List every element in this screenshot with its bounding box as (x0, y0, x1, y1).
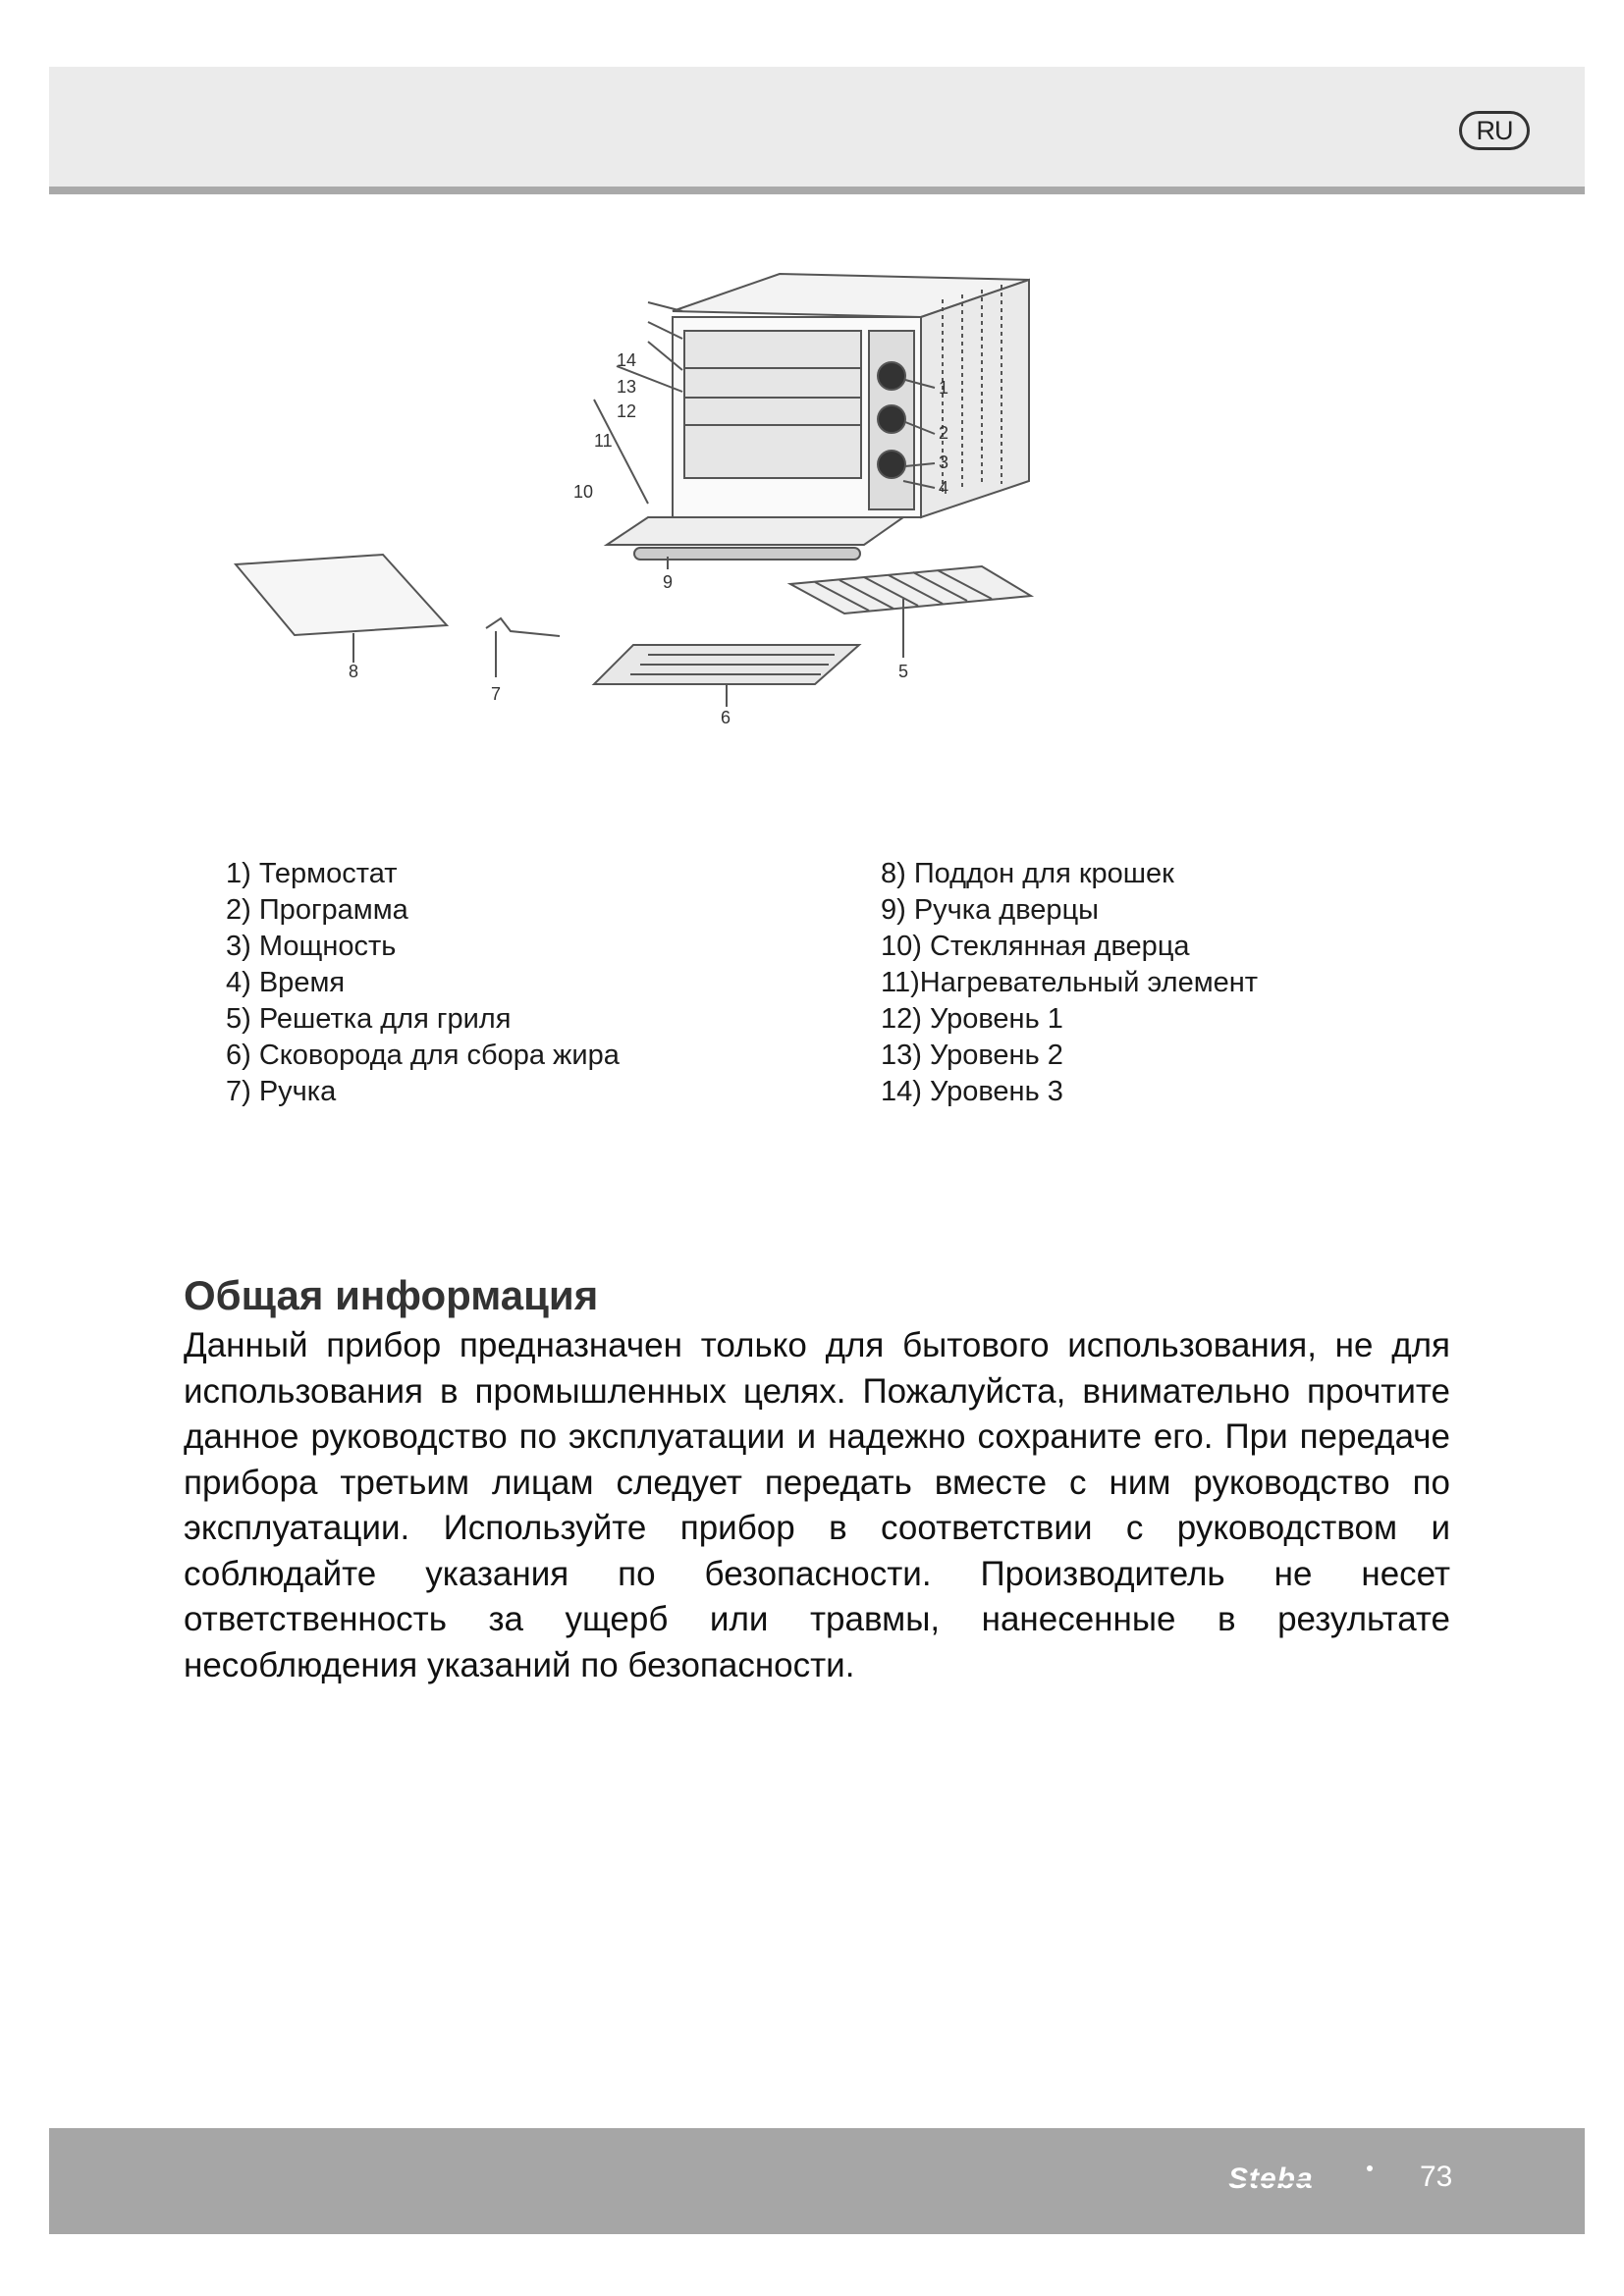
legend-item: 12) Уровень 1 (881, 1003, 1063, 1035)
legend-item: 9) Ручка дверцы (881, 894, 1100, 926)
legend-item: 4) Время (226, 967, 346, 998)
header-band (49, 67, 1585, 187)
language-badge: RU (1459, 111, 1530, 150)
callout-8: 8 (349, 662, 359, 681)
parts-legend-right (881, 856, 1258, 1110)
legend-item: 13) Уровень 2 (881, 1040, 1063, 1071)
callout-11: 11 (594, 431, 613, 451)
page-number: 73 (1420, 2161, 1453, 2193)
glass-door (607, 517, 903, 545)
callout-7: 7 (491, 684, 502, 704)
callout-4: 4 (939, 478, 949, 498)
legend-item: 7) Ручка (226, 1076, 337, 1107)
legend-item: 2) Программа (226, 894, 408, 926)
legend-item: 1) Термостат (226, 858, 398, 889)
oven-cavity (684, 331, 861, 478)
callout-14: 14 (617, 350, 637, 370)
brand-logo (1224, 2159, 1381, 2202)
callout-6: 6 (721, 708, 731, 727)
parts-legend-left (226, 856, 620, 1110)
legend-item: 11)Нагревательный элемент (881, 967, 1259, 998)
callout-9: 9 (663, 572, 674, 592)
timer-knob (878, 451, 905, 478)
legend-item: 14) Уровень 3 (881, 1076, 1063, 1107)
crumb-tray (236, 555, 447, 635)
legend-item: 6) Сковорода для сбора жира (226, 1040, 620, 1071)
section-title: Общая информация (184, 1272, 599, 1318)
callout-2: 2 (939, 423, 949, 443)
section-body: Данный прибор предназначен только для бытового использования, не для использования в промышленных целях. Пожалуйста, внимательно прочтите данное руководство по эксплуатации и надежно сохраните его. При передаче прибора третьим лицам следует передать вместе с ним руководство по эксплуатации. Используйте прибор в соответствии с руководством и соблюдайте указания по безопасности. Производитель не несет ответственность за ущерб или травмы, нанесенные в результате несоблюдения указаний по безопасности. (184, 1326, 1450, 1684)
legend-item: 8) Поддон для крошек (881, 858, 1174, 889)
legend-item: 10) Стеклянная дверца (881, 931, 1190, 962)
thermostat-knob (878, 362, 905, 390)
callout-5: 5 (898, 662, 909, 681)
legend-item: 3) Мощность (226, 931, 397, 962)
oven-parts-diagram (349, 260, 1296, 727)
callout-1: 1 (939, 378, 949, 398)
oven-right-side (921, 280, 1029, 517)
brand-logo-text: Steba (1228, 2163, 1314, 2195)
callout-3: 3 (939, 453, 949, 472)
grill-rack (790, 566, 1031, 614)
header-divider (49, 187, 1585, 194)
legend-item: 5) Решетка для гриля (226, 1003, 512, 1035)
callout-10: 10 (573, 482, 594, 502)
tray-handle-tool (486, 618, 560, 636)
callout-12: 12 (617, 401, 637, 421)
callout-13: 13 (617, 377, 637, 397)
program-knob (878, 405, 905, 433)
